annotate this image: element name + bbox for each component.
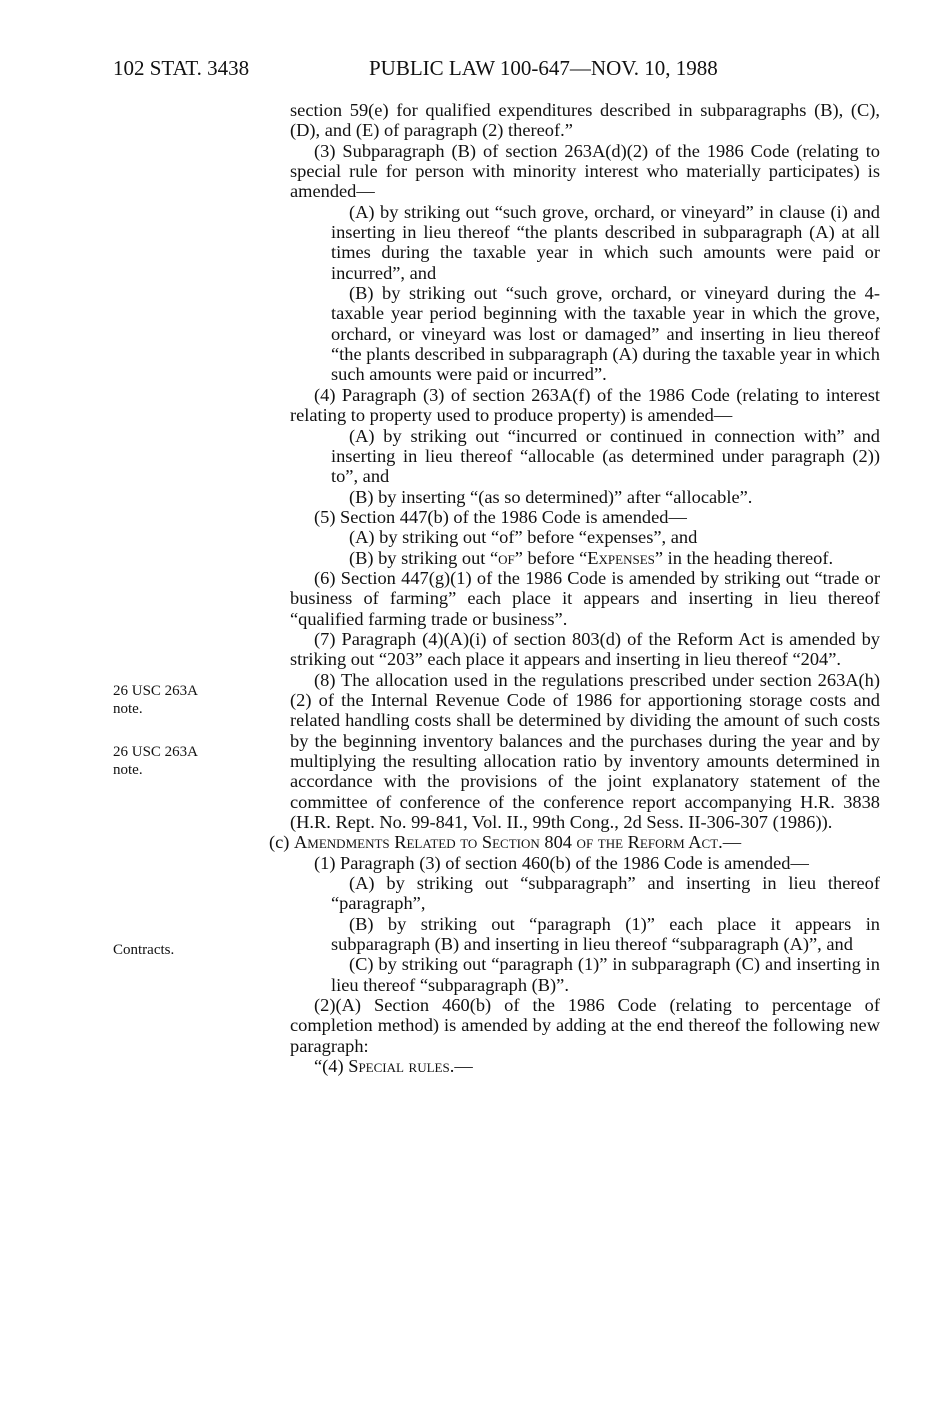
margin-note: 26 USC 263A note. <box>113 744 199 778</box>
paragraph: (1) Paragraph (3) of section 460(b) of the 1986 Code is amended— <box>314 852 809 873</box>
paragraph: (4) Paragraph (3) of section 263A(f) of the 1986 Code (relating to interest relating to property used to produce property) is amended— <box>290 384 880 426</box>
page-header <box>113 56 873 86</box>
body-text <box>269 100 880 1077</box>
paragraph: (3) Subparagraph (B) of section 263A(d)(2) of the 1986 Code (relating to special rule for person with minority interest who materially participates) is amended— <box>290 140 880 202</box>
paragraph: (C) by striking out “paragraph (1)” in subparagraph (C) and inserting in lieu thereof “subparagraph (B)”. <box>331 954 880 995</box>
paragraph: (B) by striking out “of” before “Expenses” in the heading thereof. <box>349 547 834 568</box>
paragraph: (2)(A) Section 460(b) of the 1986 Code (relating to percentage of completion method) is amended by adding at the end thereof the following new paragraph: <box>290 995 880 1056</box>
paragraph: (A) by striking out “subparagraph” and inserting in lieu thereof “paragraph”, <box>331 873 880 914</box>
margin-note: Contracts. <box>113 942 175 958</box>
paragraph: (B) by inserting “(as so determined)” after “allocable”. <box>349 486 753 507</box>
running-head: PUBLIC LAW 100-647—NOV. 10, 1988 <box>369 56 718 80</box>
paragraph: (A) by striking out “of” before “expenses”, and <box>349 527 698 548</box>
paragraph: (B) by striking out “such grove, orchard, or vineyard during the 4-taxable year period beginning with the taxable year in which the grove, orchard, or vineyard was lost or damaged” and inserting in lieu thereof “the plants described in subparagraph (A) during the taxable year in which such amounts were paid or incurred”. <box>331 283 880 385</box>
paragraph: (8) The allocation used in the regulations prescribed under section 263A(h)(2) of the Internal Revenue Code of 1986 for apportioning storage costs and related handling costs shall be determined by dividing the amount of such costs by the beginning inventory balances and the purchases during the year and by multiplying the resulting allocation ratio by inventory amounts determined in accordance with the provisions of the joint explanatory statement of the committee of conference of the conference report accompanying H.R. 3838 (H.R. Rept. No. 99-841, Vol. II., 99th Cong., 2d Sess. II-306-307 (1986)). <box>290 669 880 833</box>
paragraph: (5) Section 447(b) of the 1986 Code is amended— <box>314 506 687 527</box>
paragraph: (7) Paragraph (4)(A)(i) of section 803(d) of the Reform Act is amended by striking out “203” each place it appears and inserting in lieu thereof “204”. <box>290 628 880 670</box>
special-rules-heading: “(4) Special rules.— <box>314 1056 473 1077</box>
page-number: 102 STAT. 3438 <box>113 56 250 80</box>
paragraph: (6) Section 447(g)(1) of the 1986 Code is amended by striking out “trade or business of farming” each place it appears and inserting in lieu thereof “qualified farming trade or business”. <box>290 567 880 629</box>
subsection-heading: (c) Amendments Related to Section 804 of the Reform Act.— <box>269 832 742 853</box>
paragraph: (A) by striking out “incurred or continued in connection with” and inserting in lieu thereof “allocable (as determined under paragraph (2)) to”, and <box>331 425 880 487</box>
paragraph: (B) by striking out “paragraph (1)” each place it appears in subparagraph (B) and inserting in lieu thereof “subparagraph (A)”, and <box>331 913 880 955</box>
paragraph: (A) by striking out “such grove, orchard, or vineyard” in clause (i) and inserting in lieu thereof “the plants described in subparagraph (A) at all times during the taxable year in which such amounts were paid or incurred”, and <box>331 201 880 283</box>
margin-note: 26 USC 263A note. <box>113 683 199 717</box>
paragraph: section 59(e) for qualified expenditures described in subparagraphs (B), (C), (D), and (E) of paragraph (2) thereof.” <box>290 100 880 141</box>
